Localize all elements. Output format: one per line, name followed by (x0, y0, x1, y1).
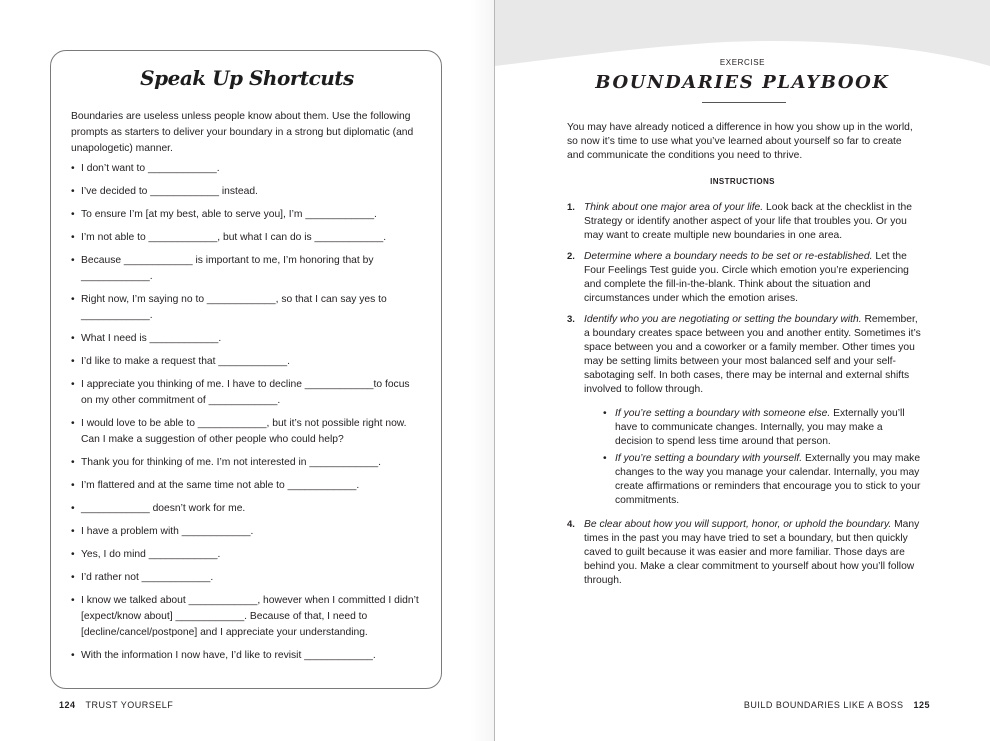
band-shape (495, 0, 990, 66)
instruction-step (567, 250, 921, 306)
sidebar-intro: Boundaries are useless unless people know about them. Use the following prompts as starters to deliver your boundary in a strong but diplomatic (and unapologetic) manner. (71, 111, 414, 154)
bullet-dot: • (71, 294, 75, 305)
gutter-shadow (470, 0, 494, 741)
prompt-item (71, 455, 423, 471)
left-running-head: TRUST YOURSELF (85, 700, 174, 710)
prompt-text: Yes, I do mind ____________. (81, 549, 221, 560)
prompt-text: With the information I now have, I’d like to revisit ____________. (81, 650, 376, 661)
bullet-dot: • (71, 356, 75, 367)
left-folio (59, 700, 173, 710)
bullet-dot: • (71, 457, 75, 468)
right-folio (744, 700, 930, 710)
prompt-item (71, 416, 423, 448)
prompt-item (71, 478, 423, 494)
prompt-item (71, 253, 423, 285)
bullet-dot: • (71, 572, 75, 583)
instruction-step (567, 201, 921, 243)
bullet-dot: • (71, 209, 75, 220)
sidebar-title: Speak Up Shortcuts (140, 66, 354, 90)
bullet-dot: • (71, 650, 75, 661)
page-title: BOUNDARIES PLAYBOOK (595, 72, 890, 93)
bullet-dot: • (71, 186, 75, 197)
instructions-heading: INSTRUCTIONS (710, 177, 775, 186)
step-number: 1. (567, 202, 575, 213)
prompt-text: I don’t want to ____________. (81, 163, 220, 174)
sub-item (603, 407, 921, 449)
prompt-text: I have a problem with ____________. (81, 526, 254, 537)
prompt-text: I would love to be able to ____________, but it’s not possible right now. Can I make a suggestion of other people who could help? (81, 418, 407, 445)
prompt-list (71, 161, 423, 671)
title-divider (702, 102, 786, 103)
prompt-item (71, 570, 423, 586)
bullet-dot: • (71, 418, 75, 429)
prompt-item (71, 501, 423, 517)
prompt-item (71, 354, 423, 370)
right-page (495, 0, 990, 741)
sub-item (603, 452, 921, 508)
prompt-text: Because ____________ is important to me, I’m honoring that by ____________. (81, 255, 374, 282)
step-lead: Think about one major area of your life. (584, 202, 764, 213)
bullet-dot: • (71, 503, 75, 514)
prompt-item (71, 547, 423, 563)
prompt-text: I appreciate you thinking of me. I have to decline ____________to focus on my other commitment of ____________. (81, 379, 410, 406)
prompt-text: I know we talked about ____________, however when I committed I didn’t [expect/know about] ____________. Because of that, I need to [decline/cancel/postpone] and I appreciate your understanding. (81, 595, 419, 638)
step-number: 4. (567, 519, 575, 530)
prompt-text: I’d like to make a request that ____________. (81, 356, 290, 367)
exercise-intro: You may have already noticed a difference in how you show up in the world, so now it’s time to use what you’ve learned about yourself so far to create and communicate the conditions you need to thrive. (567, 122, 913, 162)
prompt-item (71, 292, 423, 324)
bullet-dot: • (71, 232, 75, 243)
step-lead: Be clear about how you will support, honor, or uphold the boundary. (584, 519, 892, 530)
bullet-dot: • (71, 255, 75, 266)
sub-item-lead: If you’re setting a boundary with someone else. (615, 408, 831, 419)
prompt-item (71, 230, 423, 246)
step-text: Look back at the checklist in the Strategy or identify another aspect of your life that troubles you. Or you may want to create multiple new boundaries in one area. (584, 202, 912, 241)
prompt-text: What I need is ____________. (81, 333, 222, 344)
prompt-item (71, 593, 423, 641)
exercise-kicker: EXERCISE (719, 58, 766, 67)
step-number: 3. (567, 314, 575, 325)
sub-item-lead: If you’re setting a boundary with yourself. (615, 453, 803, 464)
bullet-dot: • (71, 480, 75, 491)
left-page-number: 124 (59, 700, 76, 710)
bullet-dot: • (71, 595, 75, 606)
prompt-text: I’m not able to ____________, but what I can do is ____________. (81, 232, 387, 243)
step-lead: Determine where a boundary needs to be set or re-established. (584, 251, 873, 262)
prompt-text: To ensure I’m [at my best, able to serve you], I’m ____________. (81, 209, 377, 220)
step-text: Many times in the past you may have tried to set a boundary, but then quickly caved to guilt because it was easier and more familiar. Those days are behind you. Make a clear commitment to yourself about how you’ll follow through. (584, 519, 920, 586)
prompt-text: I’d rather not ____________. (81, 572, 214, 583)
step-text: Remember, a boundary creates space between you and another entity. Sometimes it’s space between you and a coworker or a family member. Other times you may be setting limits between your most balanced self and your self-sabotaging self. In both cases, there may be internal and external shifts involved to follow through. (584, 314, 921, 395)
bullet-dot: • (71, 333, 75, 344)
instruction-step (567, 313, 921, 508)
sub-item-text: Externally you’ll have to communicate changes. Internally, you may make a decision to spend less time around that person. (615, 408, 905, 447)
step-number: 2. (567, 251, 575, 262)
bullet-dot: • (71, 379, 75, 390)
step-lead: Identify who you are negotiating or setting the boundary with. (584, 314, 862, 325)
right-page-number: 125 (913, 700, 930, 710)
step-text: Let the Four Feelings Test guide you. Circle which emotion you’re experiencing and complete the fill-in-the-blank. Think about the situation and circumstances under which the emotion arises. (584, 251, 909, 304)
sub-bullet-dot: • (603, 453, 607, 464)
sub-bullet-dot: • (603, 408, 607, 419)
prompt-text: I’ve decided to ____________ instead. (81, 186, 258, 197)
prompt-text: Right now, I’m saying no to ____________, so that I can say yes to ____________. (81, 294, 387, 321)
left-page (0, 0, 494, 741)
prompt-item (71, 524, 423, 540)
sub-item-text: Externally you may make changes to the way you manage your calendar. Internally, you may create affirmations or reminders that encourage you to stick to your commitments. (615, 453, 921, 506)
instruction-steps (567, 201, 921, 595)
prompt-item (71, 648, 423, 664)
bullet-dot: • (71, 549, 75, 560)
prompt-text: Thank you for thinking of me. I’m not interested in ____________. (81, 457, 381, 468)
prompt-item (71, 207, 423, 223)
prompt-item (71, 161, 423, 177)
step-sub-list (603, 407, 921, 508)
prompt-item (71, 377, 423, 409)
instruction-step (567, 518, 921, 588)
prompt-item (71, 184, 423, 200)
right-running-head: BUILD BOUNDARIES LIKE A BOSS (743, 700, 904, 710)
prompt-text: I’m flattered and at the same time not able to ____________. (81, 480, 360, 491)
bullet-dot: • (71, 163, 75, 174)
bullet-dot: • (71, 526, 75, 537)
prompt-text: ____________ doesn’t work for me. (81, 503, 246, 514)
prompt-item (71, 331, 423, 347)
